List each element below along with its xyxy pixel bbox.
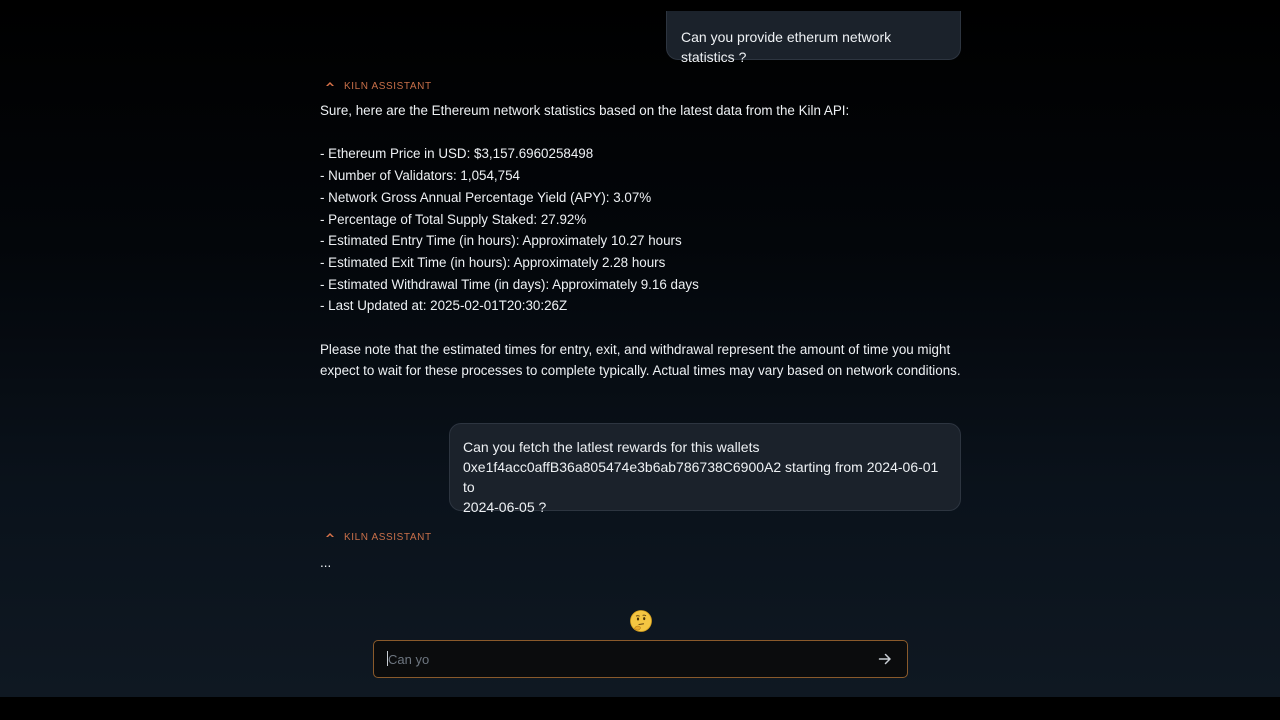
assistant-label-text: KILN ASSISTANT: [344, 531, 432, 543]
user-message-line: 2024-06-05 ?: [463, 499, 547, 515]
note-line: expect to wait for these processes to complete typically. Actual times may vary based on network conditions.: [320, 363, 961, 379]
message-input[interactable]: [374, 641, 868, 677]
bottom-bar: [0, 697, 1280, 720]
assistant-label: [320, 530, 432, 544]
stat-line: - Estimated Withdrawal Time (in days): Approximately 9.16 days: [320, 276, 699, 292]
user-message-line: Can you fetch the latlest rewards for this wallets: [463, 439, 760, 455]
send-button[interactable]: [868, 642, 902, 676]
stat-line: - Ethereum Price in USD: $3,157.6960258498: [320, 146, 594, 162]
arrow-right-icon: [878, 652, 892, 666]
thinking-emoji-icon: [629, 609, 653, 633]
note-line: Please note that the estimated times for entry, exit, and withdrawal represent the amount of time you might: [320, 341, 951, 357]
stat-line: - Number of Validators: 1,054,754: [320, 168, 520, 184]
stat-line: - Estimated Entry Time (in hours): Approximately 10.27 hours: [320, 233, 682, 249]
assistant-message: [320, 100, 970, 382]
user-message-text: Can you provide etherum network statistics ?: [681, 29, 892, 65]
user-message-bubble: [666, 11, 961, 65]
assistant-label: [320, 79, 432, 93]
assistant-label-text: KILN ASSISTANT: [344, 80, 432, 92]
user-message-bubble: [449, 423, 961, 515]
assistant-typing-message: [320, 552, 970, 574]
typing-indicator: ...: [320, 555, 332, 570]
stat-line: - Estimated Exit Time (in hours): Approximately 2.28 hours: [320, 254, 666, 270]
stat-line: - Network Gross Annual Percentage Yield (APY): 3.07%: [320, 189, 652, 205]
assistant-intro: Sure, here are the Ethereum network statistics based on the latest data from the Kiln API:: [320, 103, 850, 118]
stat-line: - Percentage of Total Supply Staked: 27.92%: [320, 211, 587, 227]
kiln-icon: [320, 77, 340, 91]
text-caret: [387, 651, 388, 666]
message-composer: [373, 640, 908, 678]
stat-line: - Last Updated at: 2025-02-01T20:30:26Z: [320, 298, 568, 314]
user-message-line: 0xe1f4acc0affB36a805474e3b6ab786738C6900A2 starting from 2024-06-01 to: [463, 459, 939, 495]
kiln-icon: [320, 528, 340, 542]
